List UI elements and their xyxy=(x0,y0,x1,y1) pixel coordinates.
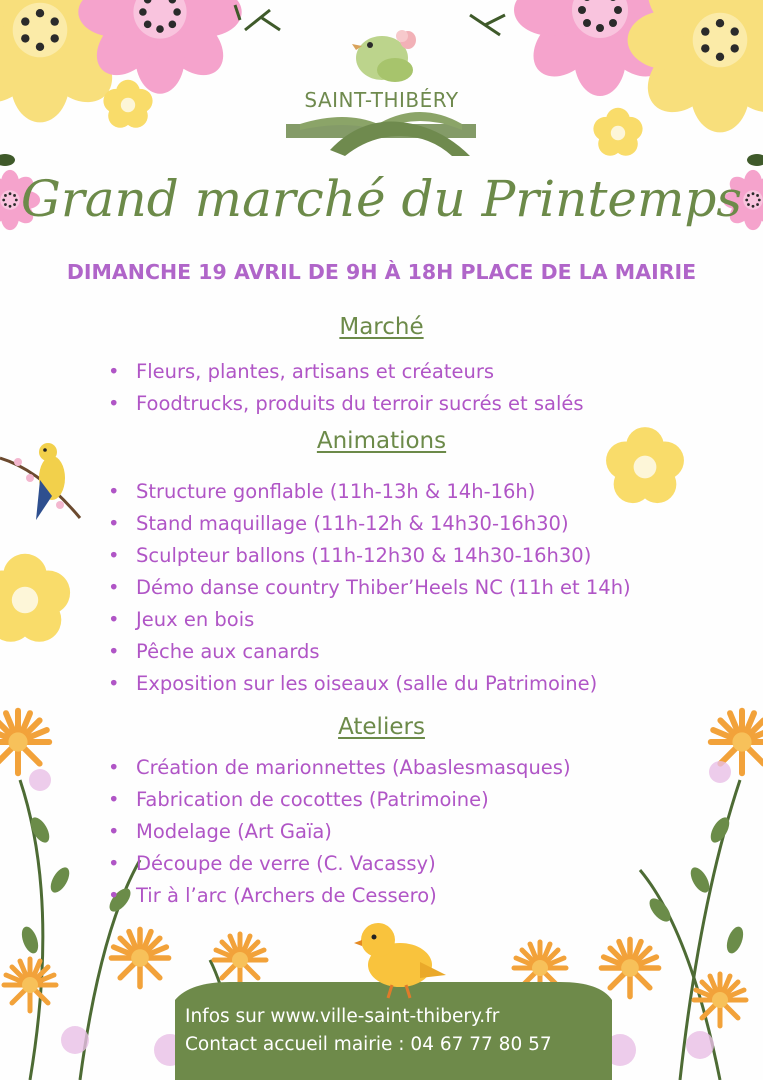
section-heading-ateliers: Ateliers xyxy=(338,714,425,740)
footer-contact: Contact accueil mairie : 04 67 77 80 57 xyxy=(185,1034,552,1055)
animations-list xyxy=(108,476,631,700)
bird-icon xyxy=(352,30,416,82)
list-item: • Modelage (Art Gaïa) xyxy=(108,820,332,843)
list-item: • Tir à l’arc (Archers de Cessero) xyxy=(108,884,437,907)
list-item: • Sculpteur ballons (11h-12h30 & 14h30-16h30) xyxy=(108,544,592,567)
list-item: • Création de marionnettes (Abaslesmasques) xyxy=(108,756,571,779)
page-title: Grand marché du Printemps xyxy=(20,170,743,228)
section-heading-animations: Animations xyxy=(316,428,447,454)
marche-list xyxy=(108,356,584,420)
list-item: • Exposition sur les oiseaux (salle du Patrimoine) xyxy=(108,672,598,695)
footer-website: Infos sur www.ville-saint-thibery.fr xyxy=(185,1006,500,1027)
list-item: • Démo danse country Thiber’Heels NC (11h et 14h) xyxy=(108,576,631,599)
list-item: • Fleurs, plantes, artisans et créateurs xyxy=(108,360,494,383)
list-item: • Foodtrucks, produits du terroir sucrés et salés xyxy=(108,392,584,415)
list-item: • Stand maquillage (11h-12h & 14h30-16h30) xyxy=(108,512,569,535)
list-item: • Structure gonflable (11h-13h & 14h-16h) xyxy=(108,480,536,503)
bridge-icon xyxy=(286,112,476,156)
list-item: • Pêche aux canards xyxy=(108,640,320,663)
ateliers-list xyxy=(108,752,571,912)
section-heading-marche: Marché xyxy=(339,314,424,340)
event-date-location: DIMANCHE 19 AVRIL DE 9H À 18H PLACE DE LA MAIRIE xyxy=(66,260,697,284)
town-name: SAINT-THIBÉRY xyxy=(304,88,459,112)
list-item: • Découpe de verre (C. Vacassy) xyxy=(108,852,436,875)
list-item: • Fabrication de cocottes (Patrimoine) xyxy=(108,788,489,811)
list-item: • Jeux en bois xyxy=(108,608,255,631)
